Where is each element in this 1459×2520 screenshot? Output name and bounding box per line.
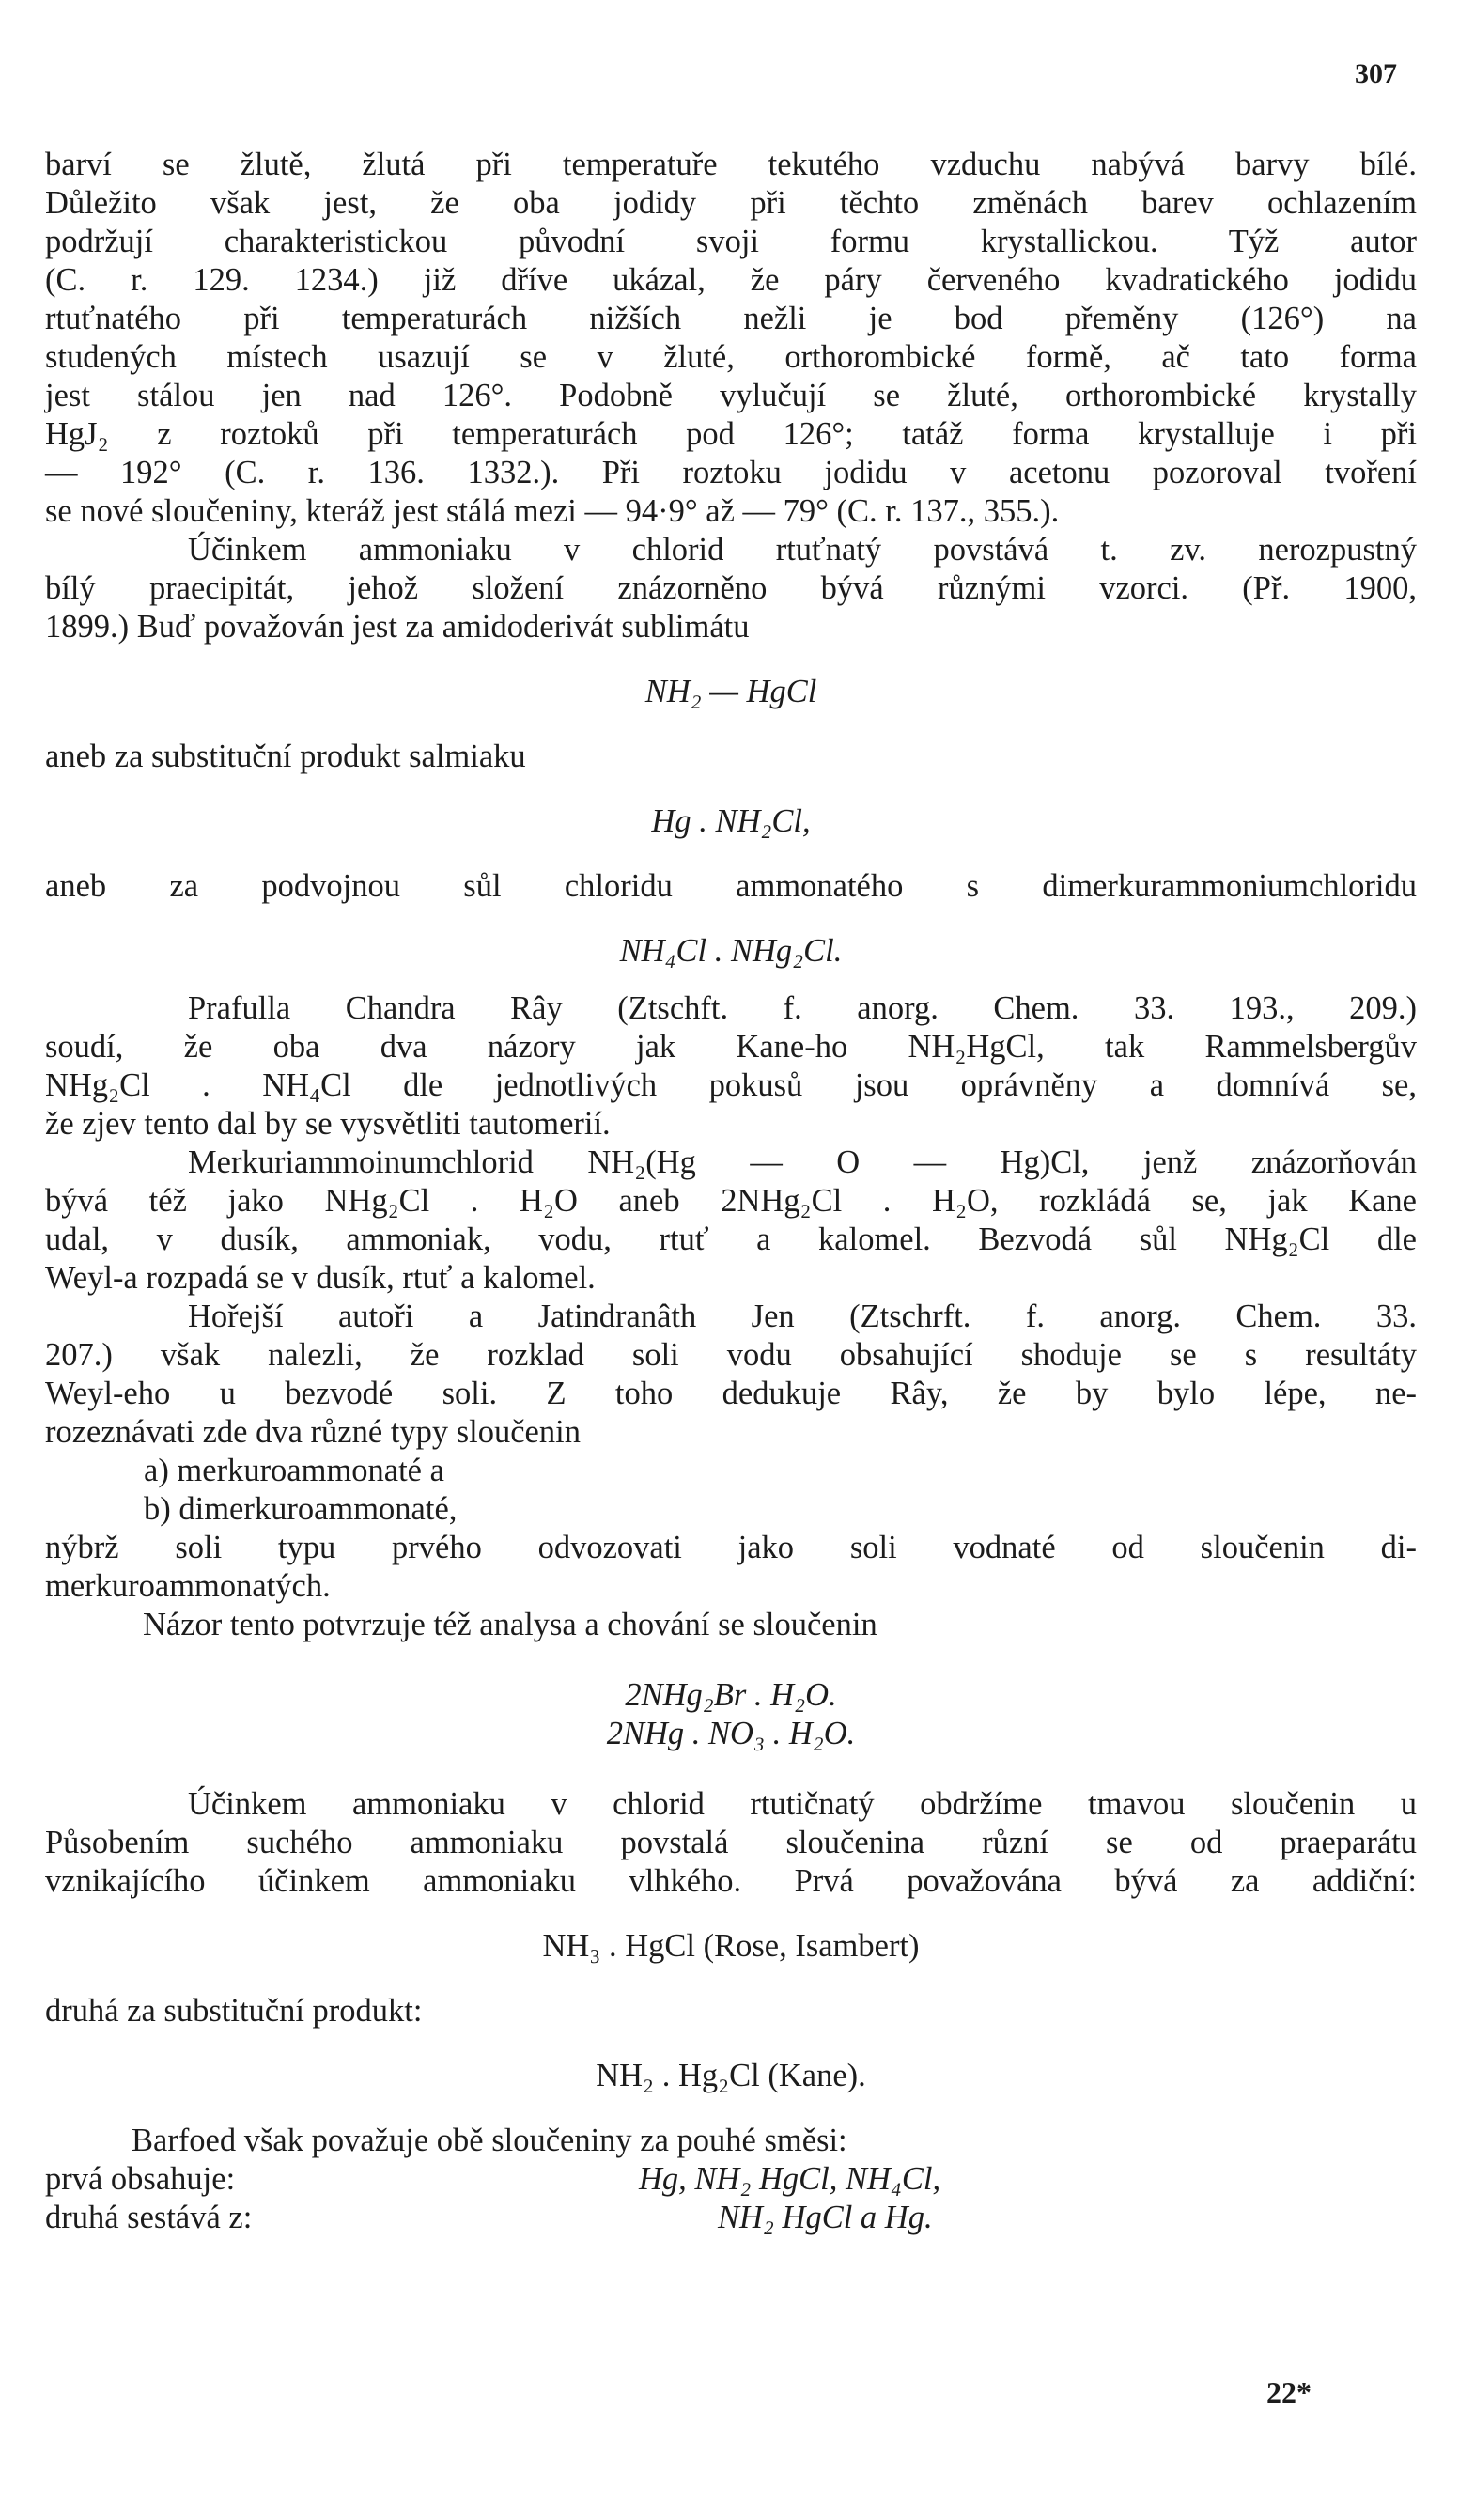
text-line: druhá za substituční produkt: (45, 1993, 423, 2029)
text-line: — 192° (C. r. 136. 1332.). Při roztoku jodidu v acetonu pozoroval tvoření (45, 455, 1417, 490)
formula-addicni: NH₃ . HgCl (Rose, Isambert) (542, 1928, 920, 1964)
paragraph-7 (45, 1785, 1417, 1901)
text-line: Barfoed však považuje obě sloučeniny za pouhé směsi: (132, 2123, 847, 2158)
text-line: udal, v dusík, ammoniak, vodu, rtuť a kalomel. Bezvodá sůl NHg₂Cl dle (45, 1221, 1417, 1257)
text-line: HgJ₂ z roztoků při temperaturách pod 126°; tatáž forma krystalluje i při (45, 416, 1417, 452)
text-line: aneb za podvojnou sůl chloridu ammonatého s dimerkurammoniumchloridu (45, 868, 1417, 904)
text-line: merkuroammonatých. (45, 1568, 331, 1604)
text-line: Působením suchého ammoniaku povstalá sloučenina různí se od praeparátu (45, 1825, 1417, 1860)
page-number: 307 (1355, 58, 1397, 89)
formula-amidoderivat: NH₂ — HgCl (644, 674, 817, 709)
text-line: 1899.) Buď považován jest za amidoderivát sublimátu (45, 609, 750, 645)
mixture-row (45, 2160, 1417, 2199)
paragraph-3 (45, 989, 1417, 1143)
text-line: barví se žlutě, žlutá při temperatuře tekutého vzduchu nabývá barvy bílé. (45, 147, 1417, 182)
text-line: (C. r. 129. 1234.) již dříve ukázal, že páry červeného kvadratického jodidu (45, 262, 1417, 298)
text-line: Účinkem ammoniaku v chlorid rtuťnatý povstává t. zv. nerozpustný (188, 532, 1417, 568)
formula-podvojna-sul: NH₄Cl . NHg₂Cl. (619, 933, 843, 969)
text-line: NHg₂Cl . NH₄Cl dle jednotlivých pokusů jsou oprávněny a domnívá se, (45, 1067, 1417, 1103)
text-line: 207.) však nalezli, že rozklad soli vodu obsahující shoduje se s resultáty (45, 1337, 1417, 1373)
paragraph-2 (45, 531, 1417, 646)
text-line: jest stálou jen nad 126°. Podobně vylučují se žluté, orthorombické krystally (45, 378, 1417, 413)
mixture-value: Hg, NH₂ HgCl, NH₄Cl, (639, 2161, 941, 2197)
text-line: studených místech usazují se v žluté, orthorombické formě, ač tato forma (45, 339, 1417, 375)
text-line: Důležito však jest, že oba jodidy při těchto změnách barev ochlazením (45, 185, 1417, 221)
text-line: Prafulla Chandra Rây (Ztschft. f. anorg. Chem. 33. 193., 209.) (188, 990, 1417, 1026)
text-line: Merkuriammoinumchlorid NH₂(Hg — O — Hg)Cl, jenž znázorňován (188, 1144, 1417, 1180)
page-text (45, 146, 1417, 2237)
text-line: se nové sloučeniny, kteráž jest stálá mezi — 94·9° až — 79° (C. r. 137., 355.). (45, 493, 1060, 529)
paragraph-5 (45, 1298, 1417, 1452)
text-line: Weyl-eho u bezvodé soli. Z toho dedukuje Rây, že by bylo lépe, ne- (45, 1376, 1417, 1411)
formula-bromide: 2NHg₂Br . H₂O. (625, 1677, 837, 1713)
text-line: rtuťnatého při temperaturách nižších nežli je bod přeměny (126°) na (45, 301, 1417, 336)
text-line: Weyl-a rozpadá se v dusík, rtuť a kalomel. (45, 1260, 596, 1296)
signature-mark: 22* (1266, 2375, 1312, 2409)
formula-salmiak: Hg . NH₂Cl, (651, 803, 811, 839)
text-line: rozeznávati zde dva různé typy sloučenin (45, 1414, 581, 1450)
text-line: soudí, že oba dva názory jak Kane-ho NH₂HgCl, tak Rammelsbergův (45, 1029, 1417, 1065)
text-line: podržují charakteristickou původní svoji formu krystallickou. Týž autor (45, 224, 1417, 259)
text-line: vznikajícího účinkem ammoniaku vlhkého. Prvá považována bývá za addiční: (45, 1863, 1417, 1899)
text-line: aneb za substituční produkt salmiaku (45, 739, 526, 774)
text-line: Názor tento potvrzuje též analysa a chování se sloučenin (143, 1607, 877, 1642)
mixture-label: druhá sestává z: (45, 2200, 253, 2235)
text-line: Hořejší autoři a Jatindranâth Jen (Ztschrft. f. anorg. Chem. 33. (188, 1299, 1417, 1334)
paragraph-1 (45, 146, 1417, 531)
mixture-value: NH₂ HgCl a Hg. (718, 2200, 933, 2235)
text-line: Účinkem ammoniaku v chlorid rtutičnatý obdržíme tmavou sloučenin u (188, 1786, 1417, 1822)
formula-nitrate: 2NHg . NO₃ . H₂O. (606, 1716, 856, 1751)
mixture-label: prvá obsahuje: (45, 2161, 236, 2197)
text-line: bývá též jako NHg₂Cl . H₂O aneb 2NHg₂Cl . H₂O, rozkládá se, jak Kane (45, 1183, 1417, 1219)
paragraph-4 (45, 1143, 1417, 1298)
text-line: bílý praecipitát, jehož složení znázorněno bývá různými vzorci. (Př. 1900, (45, 570, 1417, 606)
text-line: že zjev tento dal by se vysvětliti tautomerií. (45, 1106, 611, 1142)
mixture-row (45, 2199, 1417, 2237)
list-item: b) dimerkuroammonaté, (144, 1491, 458, 1527)
paragraph-6 (45, 1529, 1417, 1606)
text-line: nýbrž soli typu prvého odvozovati jako soli vodnaté od sloučenin di- (45, 1530, 1417, 1565)
list-item: a) merkuroammonaté a (144, 1453, 444, 1488)
formula-substitucni: NH₂ . Hg₂Cl (Kane). (596, 2058, 866, 2093)
